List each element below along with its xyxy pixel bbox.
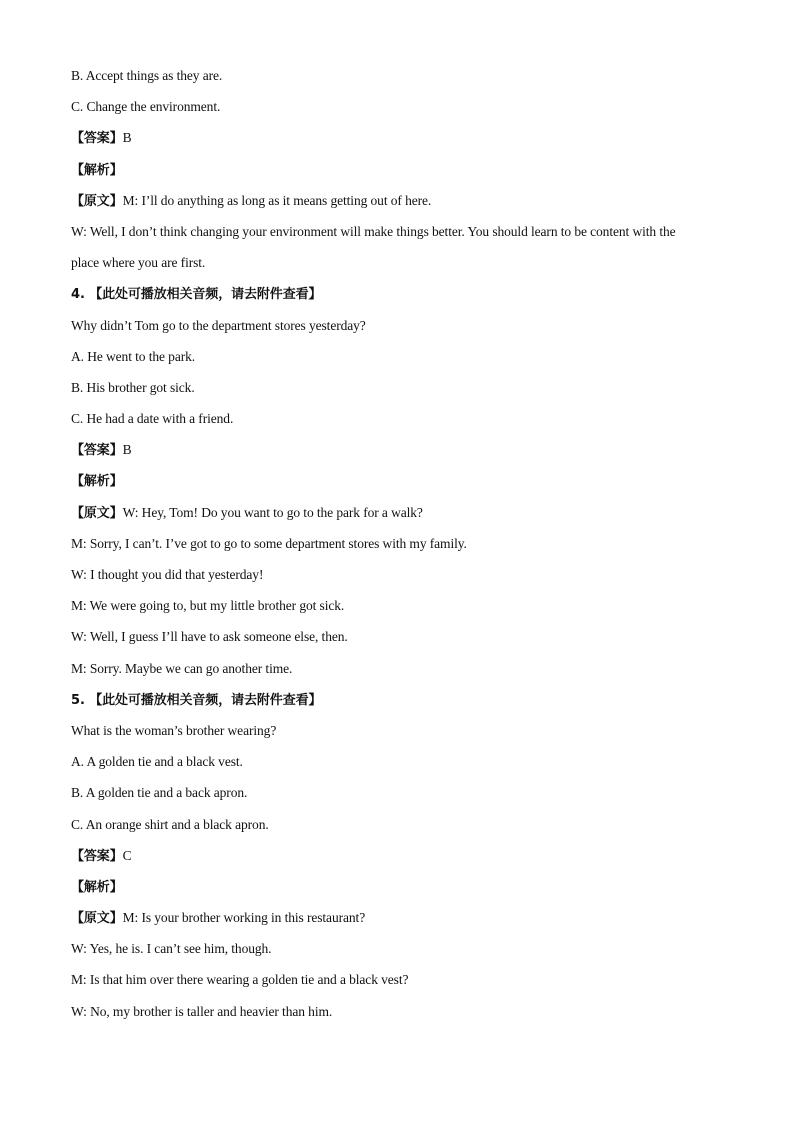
text-line xyxy=(71,251,731,282)
line-text: M: Is that him over there wearing a golden tie and a black vest? xyxy=(71,972,409,988)
question-text xyxy=(71,719,731,750)
text-line xyxy=(71,532,731,563)
line-text: B. A golden tie and a back apron. xyxy=(71,785,248,801)
option-c xyxy=(71,407,731,438)
line-text: M: Is your brother working in this restaurant? xyxy=(122,910,366,926)
line-text: W: Well, I guess I’ll have to ask someone else, then. xyxy=(71,629,348,645)
line-text: A. A golden tie and a black vest. xyxy=(71,754,243,770)
answer-line xyxy=(71,844,731,875)
text-line xyxy=(71,1000,731,1031)
line-text: M: We were going to, but my little brother got sick. xyxy=(71,598,345,614)
text-line xyxy=(71,95,731,126)
line-text: place where you are first. xyxy=(71,255,206,271)
answer-line xyxy=(71,126,731,157)
text-line xyxy=(71,625,731,656)
line-text: C. He had a date with a friend. xyxy=(71,411,234,427)
document-page xyxy=(71,64,731,1031)
analysis-line xyxy=(71,158,731,189)
line-text: C. Change the environment. xyxy=(71,99,221,115)
text-line xyxy=(71,968,731,999)
line-text: B. Accept things as they are. xyxy=(71,68,223,83)
answer-value: B xyxy=(122,442,132,458)
question-heading xyxy=(71,282,731,313)
line-text: W: I thought you did that yesterday! xyxy=(71,567,264,582)
answer-tag: 【答案】 xyxy=(71,848,123,864)
option-a xyxy=(71,345,731,376)
analysis-line xyxy=(71,875,731,906)
text-line xyxy=(71,64,731,95)
transcript-line xyxy=(71,501,731,532)
transcript-tag: 【原文】 xyxy=(71,505,123,521)
analysis-tag: 【解析】 xyxy=(71,474,123,490)
line-text: M: I’ll do anything as long as it means getting out of here. xyxy=(122,192,432,208)
text-line xyxy=(71,594,731,625)
transcript-tag: 【原文】 xyxy=(71,911,123,927)
line-text: M: Sorry. Maybe we can go another time. xyxy=(71,660,293,676)
line-text: W: Yes, he is. I can’t see him, though. xyxy=(71,941,272,957)
analysis-tag: 【解析】 xyxy=(71,162,123,178)
line-text: Why didn’t Tom go to the department stores yesterday? xyxy=(71,317,366,333)
text-line xyxy=(71,220,731,251)
question-heading xyxy=(71,688,731,719)
option-a xyxy=(71,750,731,781)
text-line xyxy=(71,657,731,688)
line-text: What is the woman’s brother wearing? xyxy=(71,722,277,738)
line-text: M: Sorry, I can’t. I’ve got to go to some department stores with my family. xyxy=(71,535,467,551)
line-text: W: Hey, Tom! Do you want to go to the park for a walk? xyxy=(122,504,423,520)
audio-note: 4. 【此处可播放相关音频，请去附件查看】 xyxy=(71,287,322,303)
analysis-line xyxy=(71,469,731,500)
line-text: A. He went to the park. xyxy=(71,348,196,364)
transcript-tag: 【原文】 xyxy=(71,193,123,209)
answer-tag: 【答案】 xyxy=(71,131,123,147)
answer-tag: 【答案】 xyxy=(71,443,123,459)
line-text: W: No, my brother is taller and heavier than him. xyxy=(71,1003,333,1019)
answer-value: B xyxy=(122,130,132,146)
audio-note: 5. 【此处可播放相关音频，请去附件查看】 xyxy=(71,692,322,708)
option-b xyxy=(71,376,731,407)
text-line xyxy=(71,937,731,968)
transcript-line xyxy=(71,189,731,220)
line-text: B. His brother got sick. xyxy=(71,379,195,395)
option-b xyxy=(71,781,731,812)
line-text: W: Well, I don’t think changing your environment will make things better. You should learn to be content with the xyxy=(71,223,676,239)
answer-value: C xyxy=(122,847,132,863)
answer-line xyxy=(71,438,731,469)
analysis-tag: 【解析】 xyxy=(71,879,123,895)
line-text: C. An orange shirt and a black apron. xyxy=(71,816,269,832)
question-text xyxy=(71,314,731,345)
option-c xyxy=(71,813,731,844)
text-line xyxy=(71,563,731,594)
transcript-line xyxy=(71,906,731,937)
